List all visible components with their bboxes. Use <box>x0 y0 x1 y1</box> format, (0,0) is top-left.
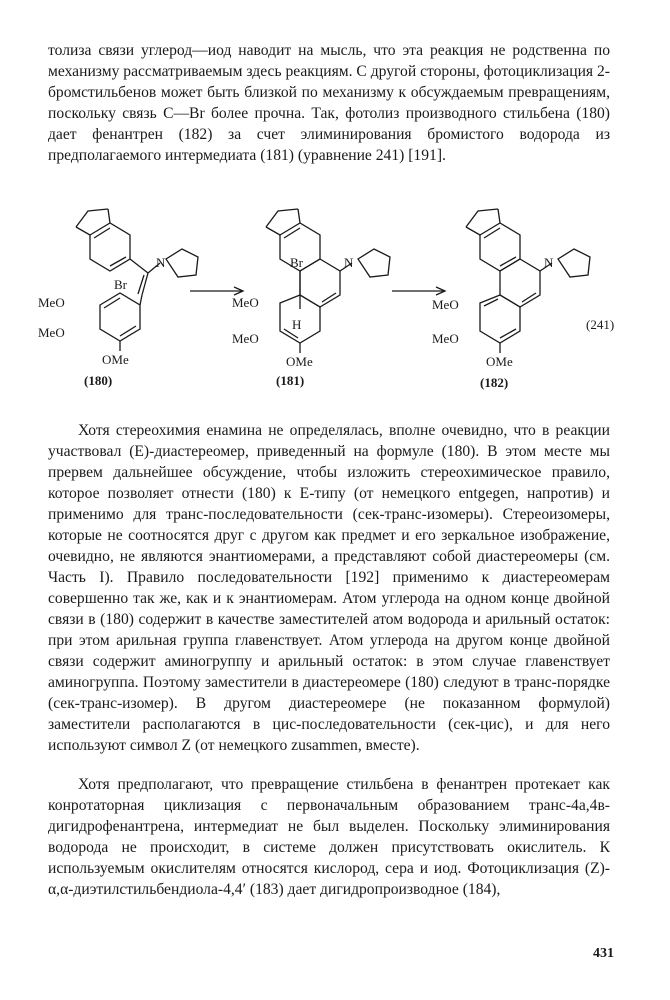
compound-182-meo-2: MeO <box>432 331 459 346</box>
compound-180-ome: OMe <box>102 352 129 367</box>
compound-180-n: N <box>156 255 166 270</box>
compound-181-structure <box>266 209 390 353</box>
compound-182-label: (182) <box>480 375 509 390</box>
compound-182-n: N <box>544 255 554 270</box>
reaction-arrow-1 <box>190 287 243 295</box>
compound-180-br: Br <box>114 277 127 292</box>
compound-180-structure <box>76 209 198 351</box>
page-number: 431 <box>593 946 614 961</box>
paragraph-photocyclization: Хотя предполагают, что превращение стильбена в фенантрен протекает как конротаторная циклизация с первоначальным образованием транс-4а,4в-дигидрофенантрена, интермедиат не был выделен. Поскольку элиминирования водорода не происходит, в системе должен присутствовать окислитель. К используемым окислителям относятся кислород, сера и иод. Фотоциклизация (Z)-α,α-диэтилстильбендиола-4,4′ (183) дает дигидропроизводное (184), <box>48 776 610 898</box>
compound-182-structure <box>466 209 590 353</box>
top-paragraph: толиза связи углерод—иод наводит на мысль, что эта реакция не родственна по механизму рассматриваемым здесь реакциям. С другой стороны, фотоциклизация 2-бромстильбенов может быть близкой по механизму к обсуждаемым превращениям, поскольку связь C—Br более прочна. Так, фотолиз производного стильбена (180) дает фенантрен (182) за счет элиминирования бромистого водорода из предполагаемого интермедиата (181) (уравнение 241) [191]. <box>48 42 610 164</box>
compound-181-label: (181) <box>276 373 305 388</box>
compound-182-meo-1: MeO <box>432 297 459 312</box>
compound-181-h: H <box>292 317 302 332</box>
compound-180-meo-1: MeO <box>38 295 65 310</box>
compound-181-meo-2: MeO <box>232 331 259 346</box>
paragraph-stereochemistry: Хотя стереохимия енамина не определялась, вполне очевидно, что в реакции участвовал (E)-диастереомер, приведенный на формуле (180). В этом месте мы прервем дальнейшее обсуждение, чтобы изложить стереохимическое правило, которое позволяет отнести (180) к E-типу (от немецкого entgegen, напротив) и применимо для транс-последовательности (сек-транс-изомеры). Стереоизомеры, которые не соотносятся друг с другом как предмет и его зеркальное изображение, очевидно, не являются энантиомерами, а представляют собой диастереомеры (см. Часть I). Правило последовательности [192] применимо к диастереомерам совершенно так же, как и к энантиомерам. Атом углерода на одном конце двойной связи в (180) содержит в качестве заместителей атом водорода и арильный остаток: при этом арильная группа главенствует. Атом углерода на другом конце двойной связи содержит аминогруппу и арильный остаток: в этом случае главенствует аминогруппа. Поэтому заместители в диастереомере (180) следуют в транс-порядке (сек-транс-изомер). В другом диастереомере (не показанном формулой) заместители располагаются в цис-последовательности (сек-цис), и для него используют символ Z (от немецкого zusammen, вместе). <box>48 422 610 754</box>
compound-181-br: Br <box>290 255 303 270</box>
compound-182-ome: OMe <box>486 354 513 369</box>
reaction-scheme-241 <box>30 205 640 395</box>
reaction-arrow-2 <box>392 287 445 295</box>
compound-181-ome: OMe <box>286 354 313 369</box>
compound-180-label: (180) <box>84 373 113 388</box>
equation-number: (241) <box>586 317 615 332</box>
compound-180-meo-2: MeO <box>38 325 65 340</box>
compound-181-n: N <box>344 255 354 270</box>
compound-181-meo-1: MeO <box>232 295 259 310</box>
